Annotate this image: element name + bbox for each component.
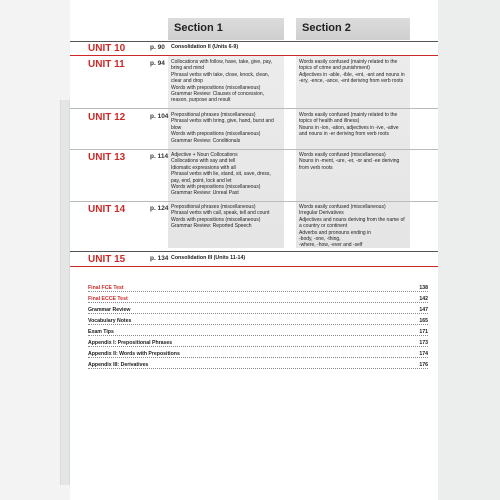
toc-page: 138	[419, 285, 428, 291]
section1-line: Adjective + Noun Collocations	[171, 152, 238, 158]
toc-label: Final ECCE Test	[88, 296, 128, 302]
leader-dots	[88, 357, 428, 358]
section1-line: Prepositional phrases (miscellaneous)	[171, 204, 256, 210]
section2-content	[299, 112, 407, 138]
section2-heading: Section 2	[302, 22, 351, 34]
section1-line: Collocations with follow, have, take, give, pay, bring and mind	[171, 59, 273, 72]
section2-line: Words easily confused (mainly related to the topics of health and illness)	[299, 112, 398, 125]
section2-line: Nouns in -ment, -ure, -er, -or and -ee deriving from verb roots	[299, 158, 400, 171]
section1-line: Idiomatic expressions with all	[171, 164, 236, 171]
unit-page: p. 94	[150, 60, 165, 67]
section1-line: Words with prepositions (miscellaneous)	[171, 131, 261, 138]
unit-name: UNIT 12	[88, 112, 126, 123]
divider-line	[70, 108, 438, 109]
section1-content	[171, 59, 281, 104]
section1-heading: Section 1	[174, 22, 223, 34]
section1-line: Grammar Review: Reported Speech	[171, 223, 252, 230]
unit-row-15	[70, 254, 438, 266]
unit-row-11	[70, 59, 438, 104]
unit-row-14	[70, 204, 438, 248]
toc-label: Appendix I: Prepositional Phrases	[88, 340, 173, 346]
section2-content	[299, 59, 407, 85]
section1-line: Grammar Review: Unreal Past	[171, 190, 239, 197]
unit-page: p. 90	[150, 44, 165, 51]
section1-line: Phrasal verbs with bring, give, hand, burst and blow	[171, 118, 274, 131]
section1-line: Phrasal verbs with call, speak, tell and count	[171, 210, 270, 217]
red-divider	[70, 55, 438, 56]
toc-entry[interactable]	[88, 318, 428, 327]
toc-page: 165	[419, 318, 428, 324]
book-spine	[60, 100, 70, 485]
toc-page: 147	[419, 307, 428, 313]
toc-entry[interactable]	[88, 362, 428, 371]
section1-line: Words with prepositions (miscellaneous)	[171, 84, 261, 91]
section2-line: Words easily confused (miscellaneous)	[299, 204, 386, 210]
unit-name: UNIT 11	[88, 59, 125, 70]
toc-label: Final FCE Test	[88, 285, 124, 291]
toc-entry[interactable]	[88, 285, 428, 294]
divider-line	[70, 41, 438, 42]
toc-entry[interactable]	[88, 351, 428, 360]
section2-line: Words easily confused (miscellaneous)	[299, 152, 386, 158]
toc-entry[interactable]	[88, 329, 428, 338]
toc-page: 174	[419, 351, 428, 357]
section1-line: Phrasal verbs with lie, stand, sit, save, dress, pay, end, point, lock and let	[171, 171, 271, 184]
section2-line: Adverbs and pronouns ending in	[299, 229, 371, 236]
section2-content	[299, 152, 407, 171]
divider-line	[70, 149, 438, 150]
unit-name: UNIT 15	[88, 254, 126, 265]
section2-line: Adjectives in -able, -ible, -ent, -ant and nouns in -ery, -ence, -ance, -ent deriving from verb roots	[299, 71, 405, 85]
section1-line: Grammar Review: Clauses of concession, reason, purpose and result	[171, 91, 265, 104]
toc-entry[interactable]	[88, 307, 428, 316]
leader-dots	[88, 368, 428, 369]
unit-row-12	[70, 112, 438, 148]
section2-line: -where, -how, -ever and -self	[299, 242, 363, 249]
toc-entry[interactable]	[88, 340, 428, 349]
toc-page: 176	[419, 362, 428, 368]
unit-name: UNIT 14	[88, 204, 126, 215]
leader-dots	[88, 313, 428, 314]
section1-content	[171, 112, 281, 144]
section2-line: -body, -one, -thing,	[299, 236, 341, 243]
section1-line: Grammar Review: Conditionals	[171, 137, 241, 144]
section2-content	[299, 204, 407, 249]
divider-line	[70, 201, 438, 202]
section2-line: Nouns in -ion, -ation, adjectives in -ive, -ative and nouns in -er deriving from verb roots	[299, 124, 399, 138]
leader-dots	[88, 302, 428, 303]
section1-line: Phrasal verbs with take, close, knock, clean, clear and drop	[171, 71, 270, 85]
section2-line: Adjectives and nouns deriving from the name of a country or continent	[299, 216, 405, 230]
section1-line: Collocations with say and tell	[171, 158, 236, 165]
toc-label: Appendix II: Words with Prepositions	[88, 351, 180, 357]
section1-line: Words with prepositions (miscellaneous)	[171, 216, 261, 223]
consolidation-label: Consolidation III (Units 11-14)	[171, 255, 246, 261]
background-page-edge	[438, 0, 500, 500]
leader-dots	[88, 335, 428, 336]
section1-line: Words with prepositions (miscellaneous)	[171, 184, 261, 191]
section2-line: Words easily confused (mainly related to the topics of crime and punishment)	[299, 59, 398, 72]
toc-page: 142	[419, 296, 428, 302]
unit-page: p. 104	[150, 113, 169, 120]
leader-dots	[88, 346, 428, 347]
leader-dots	[88, 324, 428, 325]
toc-label: Exam Tips	[88, 329, 114, 335]
toc-label: Appendix III: Derivatives	[88, 362, 149, 368]
unit-page: p. 134	[150, 255, 169, 262]
unit-name: UNIT 10	[88, 43, 126, 54]
toc-label: Vocabulary Notes	[88, 318, 132, 324]
divider-line	[70, 251, 438, 252]
toc-page: 171	[419, 329, 428, 335]
unit-name: UNIT 13	[88, 152, 126, 163]
toc-page: 173	[419, 340, 428, 346]
unit-row-10	[70, 43, 438, 55]
section1-content	[171, 204, 281, 230]
toc-entry[interactable]	[88, 296, 428, 305]
unit-page: p. 114	[150, 153, 169, 160]
section1-line: Prepositional phrases (miscellaneous)	[171, 112, 256, 118]
toc-label: Grammar Review	[88, 307, 131, 313]
unit-page: p. 124	[150, 205, 169, 212]
red-divider	[70, 266, 438, 267]
section1-content	[171, 152, 281, 197]
section2-line: Irregular Derivatives	[299, 210, 344, 217]
leader-dots	[88, 291, 428, 292]
consolidation-label: Consolidation II (Units 6-9)	[171, 44, 239, 50]
unit-row-13	[70, 152, 438, 200]
